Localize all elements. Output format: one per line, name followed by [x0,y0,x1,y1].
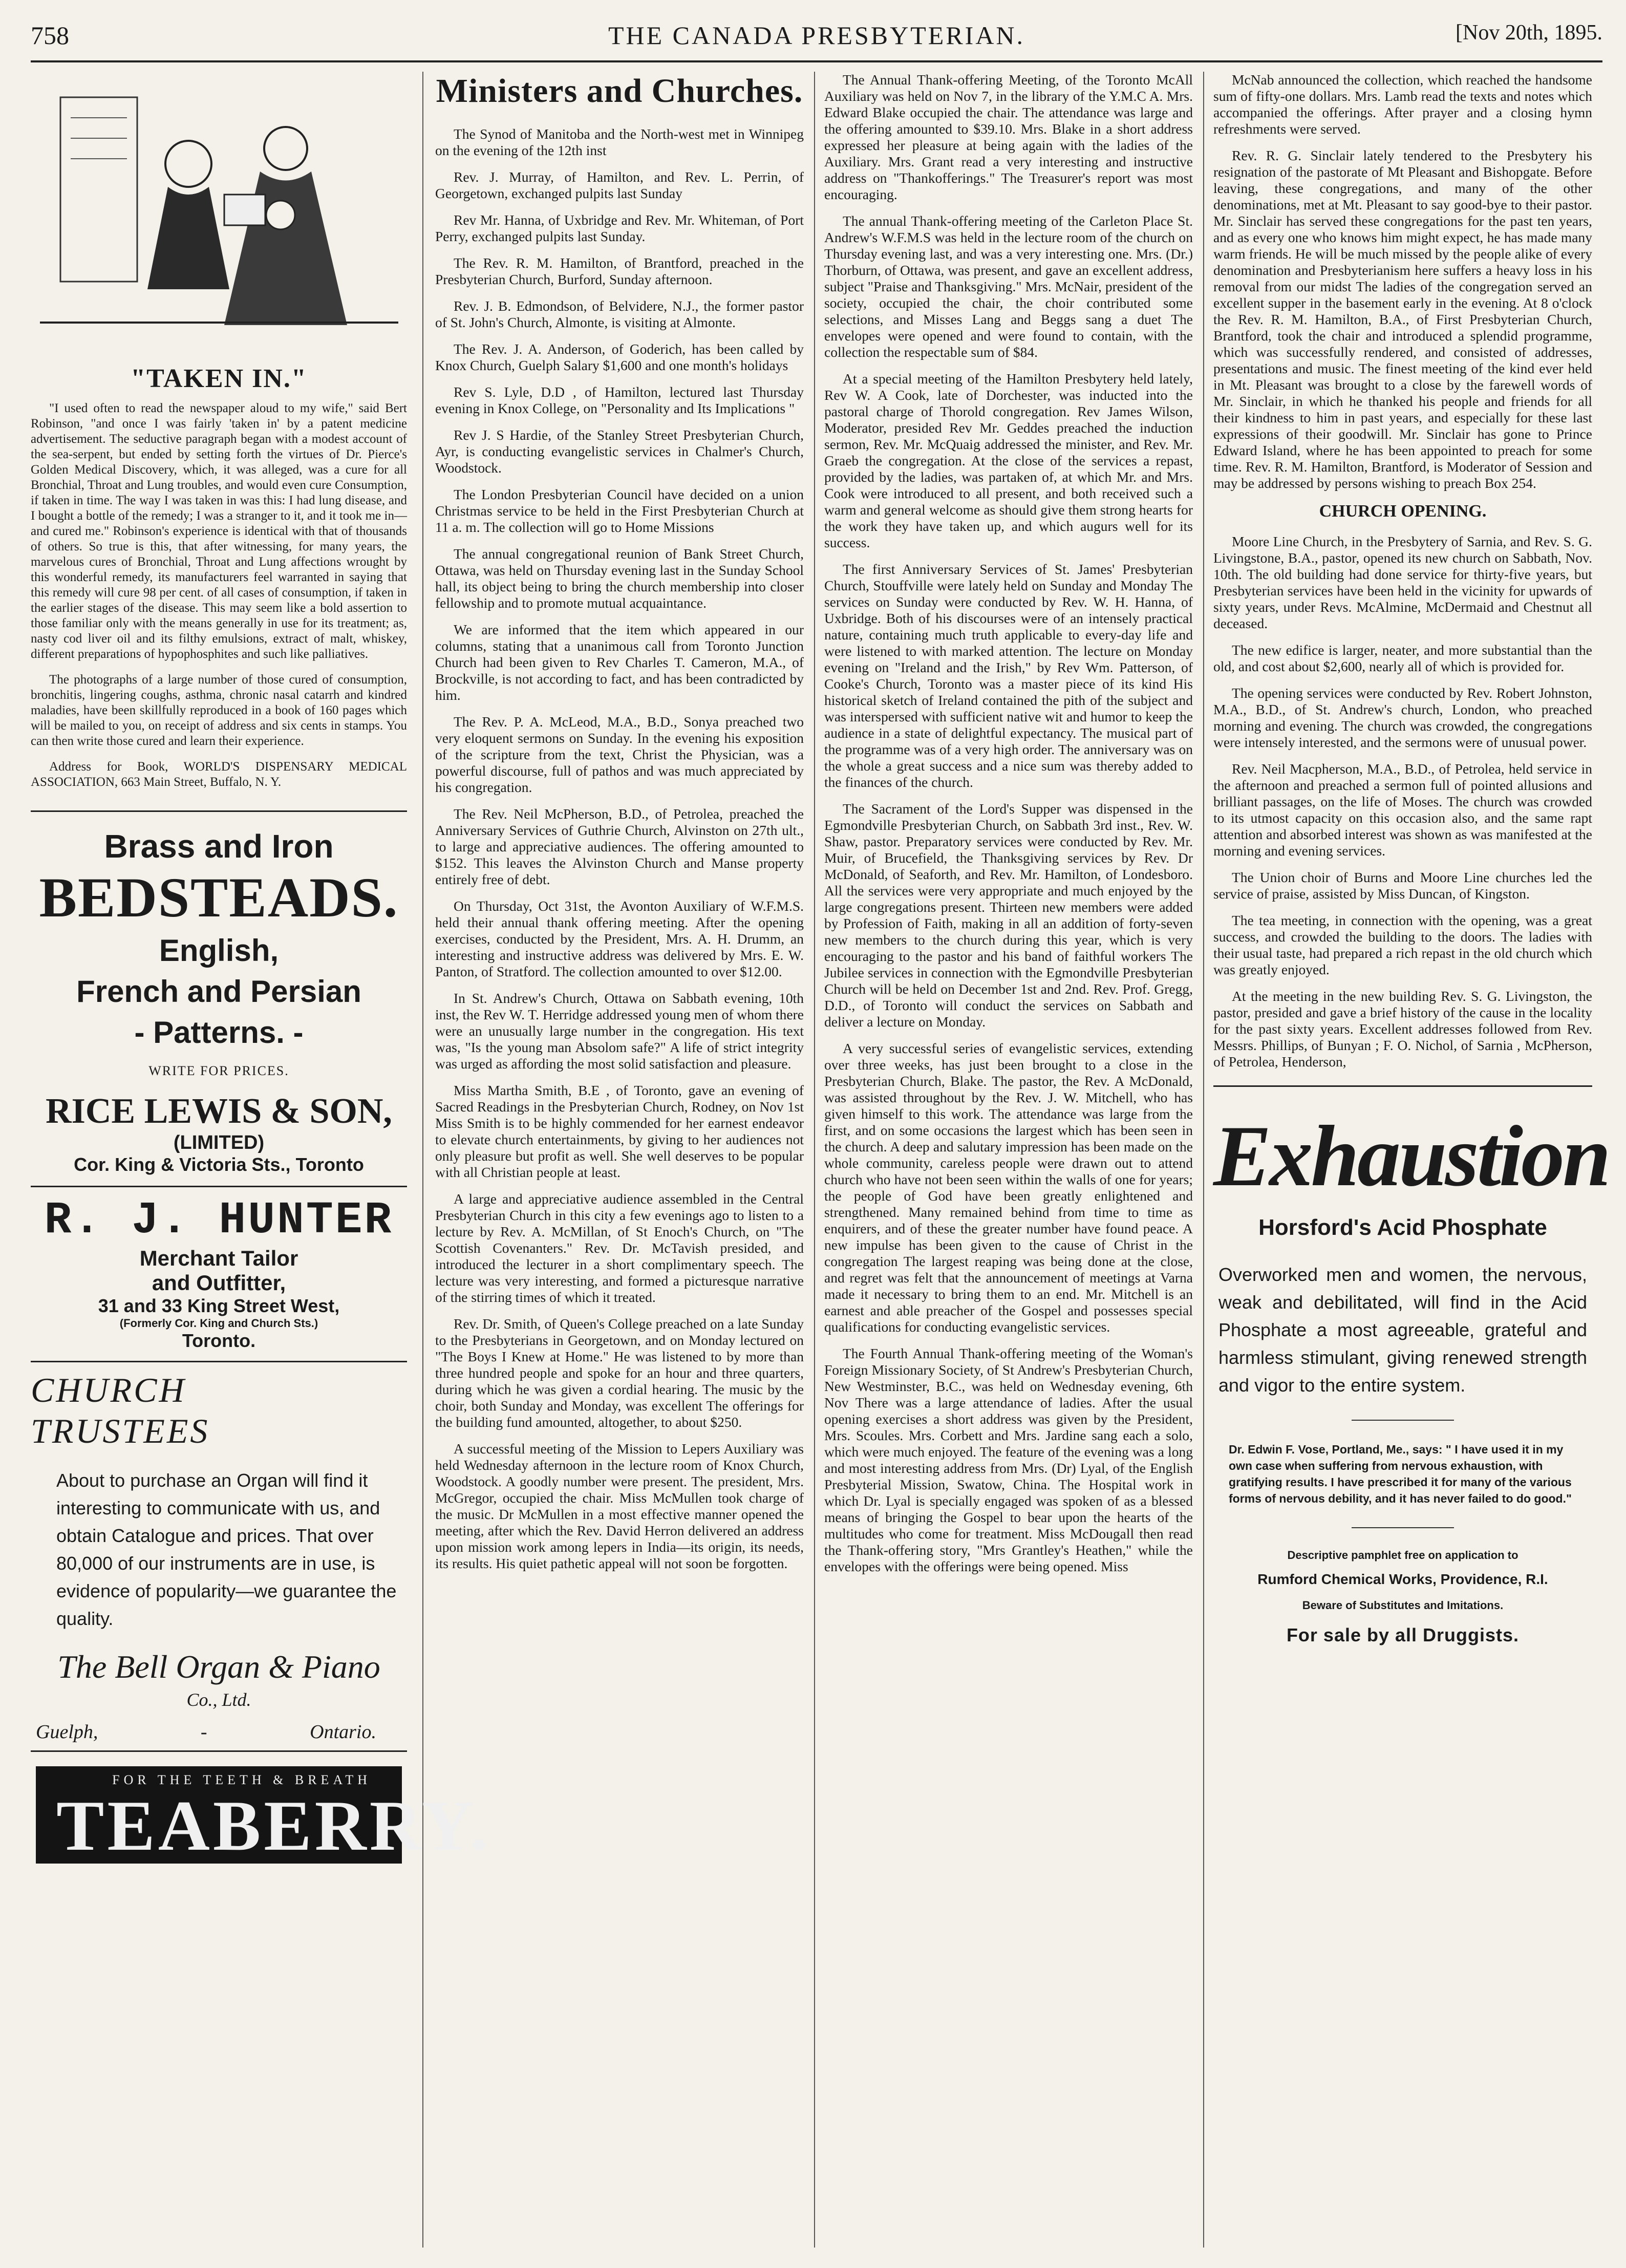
news-paragraph: The Fourth Annual Thank-offering meeting of the Woman's Foreign Missionary Society, of St Andrew's Presbyterian Church, New Westminster, B.C., was held on Wednesday evening, 6th Nov There was a large attendance of ladies. After the usual opening exercises a short address was given by the President, Mrs. Scoules. Mrs. Corbett and Mrs. Jardine sang each a solo, which were much enjoyed. The feature of the evening was a long and most interesting address from Mrs. (Dr) Lyal, of the English Presbyterial Mission, Swatow, China. The Hospital work in which Dr. Lyal is specially engaged was spoken of as a blessed means of bringing the Gospel to bear upon the hearts of the multitudes who come for treatment. Miss McDougall then read the Thank-offering story, "Mrs Grantley's Heathen," while the envelopes with the offerings were being opened. Miss [824,1345,1193,1574]
bed-line-2: BEDSTEADS. [39,866,399,929]
news-paragraph: Miss Martha Smith, B.E , of Toronto, gave an evening of Sacred Readings in the Presbyterian Church, Rodney, on Nov 1st Miss Smith is to be highly commended for her earnest endeavor to elevate church entertainments, by giving to her audiences not only pleasure but profit as well. She well deserves to be popular with all Christian people at least. [435,1082,804,1180]
hunter-formerly: (Formerly Cor. King and Church Sts.) [119,1317,318,1330]
column-news-continued [824,72,1193,2253]
news-items [1213,72,1592,491]
rumford-works: Rumford Chemical Works, Providence, R.I. [1257,1571,1548,1587]
church-opening-paragraph: The Union choir of Burns and Moore Line churches led the service of praise, assisted by Miss Duncan, of Kingston. [1213,869,1592,902]
church-opening-paragraph: Moore Line Church, in the Presbytery of Sarnia, and Rev. S. G. Livingstone, B.A., pastor, opened its new church on Sabbath, Nov. 10th. The old building had done service for thirty-five years, but Presbyterian services have been held in the vicinity for upwards of sixty years, under Revs. McAlmine, McDermaid and Chestnut all deceased. [1213,533,1592,631]
bed-line-1: Brass and Iron [104,828,334,865]
column-ministers-churches [435,72,804,2253]
bell-organ-location [31,1721,407,1743]
news-paragraph: We are informed that the item which appeared in our columns, stating that a unanimous call from Toronto Junction Church had been given to Rev Charles T. Cameron, M.A., of Brockville, is not according to fact, and has been contradicted by him. [435,622,804,703]
news-paragraph: The Synod of Manitoba and the North-west met in Winnipeg on the evening of the 12th inst [435,126,804,158]
bell-dash: - [200,1721,207,1743]
bell-city: Guelph, [36,1721,98,1743]
bed-write: WRITE FOR PRICES. [148,1063,289,1078]
hunter-name: R. J. HUNTER [44,1195,394,1246]
hunter-trade-2: and Outfitter, [152,1271,286,1295]
bed-address: Cor. King & Victoria Sts., Toronto [74,1154,364,1175]
news-items [435,126,804,1572]
beware-line: Beware of Substitutes and Imitations. [1302,1599,1504,1612]
news-items [824,72,1193,1575]
column-divider [422,72,423,2248]
testimonial: Dr. Edwin F. Vose, Portland, Me., says: " I have used it in my own case when suffering from nervous exhaustion, with gratifying results. I have prescribed it for many of the various forms of nervous debility, and it has never failed to do good." [1229,1443,1572,1505]
news-paragraph: The annual congregational reunion of Bank Street Church, Ottawa, was held on Thursday evening last in the Sunday School hall, its object being to bring the church membership into closer fellowship and to promote mutual acquaintance. [435,546,804,611]
for-sale-line: For sale by all Druggists. [1286,1624,1520,1645]
church-opening-paragraph: The opening services were conducted by Rev. Robert Johnston, M.A., B.D., of St. Andrew's church, London, who preached morning and evening. The church was crowded, the congregations were intensely interested, and the sermons were of unusual power. [1213,685,1592,750]
news-paragraph: The London Presbyterian Council have decided on a union Christmas service to be held in the First Presbyterian Church at 11 a. m. The collection will go to Home Missions [435,486,804,535]
news-paragraph: Rev. J. B. Edmondson, of Belvidere, N.J., the former pastor of St. John's Church, Almonte, is visiting at Almonte. [435,298,804,330]
horsford-advertisement [1213,1085,1609,1646]
teaberry-name: TEABERRY. [56,1786,491,1866]
bed-line-5: - Patterns. - [134,1015,304,1050]
hunter-address: 31 and 33 King Street West, [98,1295,340,1316]
issue-date: [Nov 20th, 1895. [1456,21,1602,45]
column-divider [1203,72,1204,2248]
news-paragraph: The Rev. P. A. McLeod, M.A., B.D., Sonya preached two very eloquent sermons on Sunday. In the evening his exposition of the scripture from the text, Christ the Physician, was a powerful discourse, full of pathos and was much appreciated by his congregation. [435,714,804,795]
church-opening-paragraph: At the meeting in the new building Rev. S. G. Livingston, the pastor, presided and gave a brief history of the cause in the locality for the past sixty years. Excellent addresses followed from Rev. Messrs. Phillips, of Bunyan ; F. O. Nichol, of Sarnia , McPherson, of Petrolea, Henderson, [1213,988,1592,1069]
news-paragraph: The Annual Thank-offering Meeting, of the Toronto McAll Auxiliary was held on Nov 7, in the library of the Y.M.C A. Mrs. Edward Blake occupied the chair. The attendance was large and the offering amounted to $39.10. Mrs. Blake in a short address expressed her pleasure at being again with the ladies of the Auxiliary. Mrs. Grant read a very interesting and instructive address on "Thankofferings." The Treasurer's report was most encouraging. [824,72,1193,202]
news-paragraph: McNab announced the collection, which reached the handsome sum of fifty-one dollars. Mrs. Lamb read the texts and notes which accompanied the offerings. After prayer and a closing hymn refreshments were served. [1213,72,1592,137]
church-opening-title: CHURCH OPENING. [1319,502,1487,521]
news-paragraph: The first Anniversary Services of St. James' Presbyterian Church, Stouffville were lately held on Sunday and Monday The services on Sunday were conducted by Rev. W. H. Hanna, of Uxbridge. Both of his discourses were of an intensely practical nature, containing much truth applicable to every-day life and were listened to with marked attention. The lecture on Monday evening on "Ireland and the Irish," by Rev Wm. Patterson, of Cooke's Church, Toronto was a master piece of its kind His historical sketch of Ireland contained the pith of the subject and was interspersed with sufficient native wit and humor to keep the audience in a state of delightful expectancy. The musical part of the programme was of a very high order. The anniversary was on the whole a great success and a nice sum was thereby added to the finances of the church. [824,561,1193,790]
bedsteads-advertisement [31,812,407,1187]
church-trustees-advertisement [31,1362,407,1752]
church-opening-paragraph: Rev. Neil Macpherson, M.A., B.D., of Petrolea, held service in the afternoon and preached a sermon full of pointed allusions and brilliant passages, on the life of Moses. The church was crowded to its utmost capacity on this occasion also, and the same rapt attention and absorbed interest was shown as was manifested at the morning and evening services. [1213,761,1592,859]
column-advertisements [31,72,491,2248]
news-paragraph: Rev. R. G. Sinclair lately tendered to the Presbytery his resignation of the pastorate of Mt Pleasant and Bishopgate. Before leaving, these congregations, and many of the other denominations, met at Mt. Pleasant to say good-bye to their pastor. Mr. Sinclair has served these congregations for the past ten years, and as every one who knows him might expect, he has made many warm friends. He will be much missed by the people alike of every denomination and Presbyterianism here suffers a heavy loss in his removal from our midst The ladies of the congregation served an excellent supper in the basement early in the evening. At 8 o'clock the Rev. R. M. Hamilton, B.A., of First Presbyterian Church, Brantford, took the chair and introduced a splendid programme, which was successfully rendered, and consisted of addresses, presentations and music. The finest meeting of the kind ever held in Mt. Pleasant was brought to a close by the farewell words of Mr. Sinclair, in which he thanked his people and friends for all their kindness to him in past years, and especially for these last expressions of their goodwill. Mr. Sinclair has gone to Prince Edward Island, where he has been appointed to preach for some time. Rev. R. M. Hamilton, Brantford, is Moderator of Session and may be addressed by persons wishing to preach Box 254. [1213,147,1592,491]
teaberry-tagline: FOR THE TEETH & BREATH [112,1772,371,1787]
news-paragraph: The Sacrament of the Lord's Supper was dispensed in the Egmondville Presbyterian Church, on Sabbath 3rd inst., Rev. W. Shaw, pastor. Preparatory services were conducted by Rev. Mr. Muir, of Brucefield, the Thanksgiving services by Rev. Dr McDonald, of Seaforth, and Rev. Mr. Hamilton, of Londesboro. All the services were very appropriate and much enjoyed by the large congregations present. Thirteen new members were added by Profession of Faith, making in all an addition of forty-seven new members to the church during this year, which is very encouraging to the pastor and his band of faithful workers The Jubilee services in connection with the Egmondville Presbyterian Church will be held on December 1st and 2nd. Rev. Prof. Gregg, D.D., of Toronto will conduct the services on Sabbath and deliver a lecture on Monday. [824,801,1193,1030]
church-opening-paragraph: The tea meeting, in connection with the opening, was a great success, and crowded the building to the doors. The ladies with their usual taste, had prepared a rich repast in the old church which was greatly enjoyed. [1213,912,1592,977]
news-paragraph: A very successful series of evangelistic services, extending over three weeks, has just been brought to a close in the Presbyterian Church, Blake. The pastor, the Rev. A McDonald, was assisted throughout by the Rev. J. W. Mitchell, who has given himself to this work. The attendance was large from the first, and on some occasions the largest which has been seen in the church. A deep and salutary impression has been made on the whole community, careless people were drawn out to attend church who have not been seen within the walls of one for years; the people of God have been greatly enlightened and strengthened. Many remained behind from time to time as enquirers, and of these the greater number have found peace. A new impulse has been given to the cause of Christ in the congregation The largest reaping was being done at the close, and regret was felt that the announcement of meetings at Varna made it necessary to bring them to an end. Mr. Mitchell is an earnest and able preacher of the Gospel and possesses special qualifications for conducting evangelistic services. [824,1040,1193,1335]
header-rule [31,60,1602,62]
page-header [31,20,1602,56]
news-paragraph: At a special meeting of the Hamilton Presbytery held lately, Rev W. A Cook, late of Dorchester, was inducted into the pastoral charge of Thorold congregation. Rev James Wilson, Moderator, presided Rev Mr. Geddes preached the induction sermon, Rev. Mr. McQuaig addressed the minister, and Rev. Mr. Graeb the congregation. At the close of the services a repast, provided by the ladies, was partaken of, at which Mr. and Mrs. Cook were introduced to all present, and both received such a warm and general welcome as should give them strong hearts for the work they have taken up, and which augurs well for its success. [824,371,1193,550]
pierce-advertisement [31,77,407,812]
bed-line-4: French and Persian [76,974,361,1009]
page-number: 758 [31,21,69,50]
trustees-body: About to purchase an Organ will find it interesting to communicate with us, and obtain Catalogue and prices. That over 80,000 of our instruments are in use, is evidence of popularity—we guarantee the quality. [56,1470,397,1629]
ad-divider [1352,1420,1454,1421]
section-title: Ministers and Churches. [436,72,803,110]
exhaustion-logo: Exhaustion [1213,1108,1609,1204]
news-paragraph: Rev Mr. Hanna, of Uxbridge and Rev. Mr. Whiteman, of Port Perry, exchanged pulpits last Sunday. [435,212,804,244]
news-paragraph: The Rev. R. M. Hamilton, of Brantford, preached in the Presbyterian Church, Burford, Sunday afternoon. [435,255,804,287]
product-description: Overworked men and women, the nervous, weak and debilitated, will find in the Acid Phosphate a most agreeable, grateful and harmless stimulant, giving renewed strength and vigor to the entire system. [1218,1264,1587,1396]
bell-province: Ontario. [310,1721,376,1743]
ad-divider [1352,1527,1454,1528]
news-paragraph: A successful meeting of the Mission to Lepers Auxiliary was held Wednesday afternoon in the lecture room of Knox Church, Woodstock. A goodly number were present. The president, Mrs. McGregor, occupied the chair. Miss McMullen took charge of the music. Dr McMullen in a most effective manner opened the meeting, after which the Rev. David Herron delivered an address upon mission work among lepers in India—its origin, its needs, its results. His quiet pathetic appeal will not soon be forgotten. [435,1441,804,1571]
product-name: Horsford's Acid Phosphate [1258,1215,1547,1240]
doctor-family-illustration [40,77,398,353]
bed-firm: RICE LEWIS & SON, [46,1092,392,1131]
newspaper-title: THE CANADA PRESBYTERIAN. [608,21,1025,50]
pamphlet-line: Descriptive pamphlet free on application to [1287,1549,1518,1561]
bed-line-3: English, [159,933,279,968]
news-paragraph: Rev J. S Hardie, of the Stanley Street Presbyterian Church, Ayr, is conducting evangelistic services in Chalmer's Church, Woodstock. [435,427,804,476]
news-paragraph: In St. Andrew's Church, Ottawa on Sabbath evening, 10th inst, the Rev W. T. Herridge addressed young men of whom there were an unusually large number in the congregation. His text was, "Is the young man Absolom safe?" A life of strict integrity was urged as affording the most solid satisfaction and pleasure. [435,990,804,1072]
hunter-advertisement [31,1187,407,1362]
column-church-opening [1213,72,1609,2253]
church-opening-paragraph: The new edifice is larger, neater, and more substantial than the old, and cost about $2,600, nearly all of which is provided for. [1213,642,1592,674]
trustees-title-2: TRUSTEES [31,1411,210,1450]
news-paragraph: Rev S. Lyle, D.D , of Hamilton, lectured last Thursday evening in Knox College, on "Personality and Its Implications " [435,384,804,416]
bell-organ-name: The Bell Organ & Piano [57,1649,380,1685]
hunter-trade-1: Merchant Tailor [139,1246,298,1270]
column-divider [814,72,815,2248]
church-opening-items [1213,533,1592,1070]
ad-address: Address for Book, WORLD'S DISPENSARY MEDICAL ASSOCIATION, 663 Main Street, Buffalo, N. Y. [31,760,407,789]
news-paragraph: The Rev. J. A. Anderson, of Goderich, has been called by Knox Church, Guelph Salary $1,600 and one month's holidays [435,341,804,373]
news-paragraph: Rev. J. Murray, of Hamilton, and Rev. L. Perrin, of Georgetown, exchanged pulpits last Sunday [435,169,804,201]
news-paragraph: On Thursday, Oct 31st, the Avonton Auxiliary of W.F.M.S. held their annual thank offering meeting. After the opening exercises, conducted by the President, Mrs. A. H. Drumm, an interesting and instructive address was delivered by Mrs. E. W. Panton, of Stratford. The collection amounted to over $12.00. [435,898,804,979]
ad-text: "I used often to read the newspaper aloud to my wife," said Bert Robinson, "and once I was fairly 'taken in' by a patent medicine advertisement. The seductive paragraph began with a modest account of the sea-serpent, but ended by setting forth the virtues of Dr. Pierce's Golden Medical Discovery, which, it was alleged, was a cure for all Bronchial, Throat and Lung troubles, and would even cure Consumption, if taken in time. The way I was taken in was this: I had lung disease, and I bought a bottle of the remedy; I was a stranger to it, and it took me in—and cured me." Robinson's experience is identical with that of thousands of others. So true is this, that after witnessing, for many years, the marvelous cures of Bronchial, Throat and Lung affections wrought by this wonderful remedy, its manufacturers feel warranted in saying that this remedy will cure 98 per cent. of all cases of consumption, if taken in the earlier stages of the disease. This may seem like a bold assertion to those familiar only with the means generally in use for its treatment; as, nasty cod liver oil and its filthy emulsions, extract of malt, whiskey, different preparations of hypophosphites and such like palliatives. [31,401,407,661]
news-paragraph: The annual Thank-offering meeting of the Carleton Place St. Andrew's W.F.M.S was held in the lecture room of the church on Thursday evening last, and was a very interesting one. Mrs. (Dr.) Thorburn, of Ottawa, was present, and gave an excellent address, subject "Praise and Thanksgiving." Mrs. McNair, president of the society, occupied the chair, the choir contributed some selections, and Misses Lang and Beggs sang a duet The envelopes were opened and were found to contain, with the collection the respectable sum of $84. [824,213,1193,360]
ad-text-2: The photographs of a large number of those cured of consumption, bronchitis, lingering coughs, asthma, chronic nasal catarrh and kindred maladies, have been skillfully reproduced in a book of 160 pages which will be mailed to you, on receipt of address and six cents in stamps. You can then write those cured and learn their experience. [31,673,407,748]
news-paragraph: Rev. Dr. Smith, of Queen's College preached on a late Sunday to the Presbyterians in Georgetown, and on Monday lectured on "The Boys I Knew at Home." He was listened to by more than three hundred people and spoke for an hour and three quarters, during which he was given a cordial hearing. The music by the choir, both Sunday and Monday, was excellent The offerings for the building fund amounted, altogether, to about $250. [435,1316,804,1430]
bell-organ-co: Co., Ltd. [186,1689,251,1710]
ad-caption: "TAKEN IN." [131,364,307,393]
teaberry-advertisement [36,1766,491,1866]
news-paragraph: The Rev. Neil McPherson, B.D., of Petrolea, preached the Anniversary Services of Guthrie Church, Alvinston on 27th ult., to large and appreciative audiences. The offering amounted to $152. This leaves the Alvinston Church and Manse property entirely free of debt. [435,806,804,887]
news-paragraph: A large and appreciative audience assembled in the Central Presbyterian Church in this city a few evenings ago to listen to a lecture by Rev. A. McMillan, of St Enoch's Church, on "The Scottish Covenanters." Rev. Dr. McTavish presided, and introduced the lecturer in a short complimentary speech. The lecture was very interesting, and formed a picturesque narrative of the stirring times of which it treated. [435,1191,804,1305]
bed-limited: (LIMITED) [173,1132,265,1153]
hunter-city: Toronto. [182,1330,256,1351]
trustees-title-1: CHURCH [31,1371,186,1409]
